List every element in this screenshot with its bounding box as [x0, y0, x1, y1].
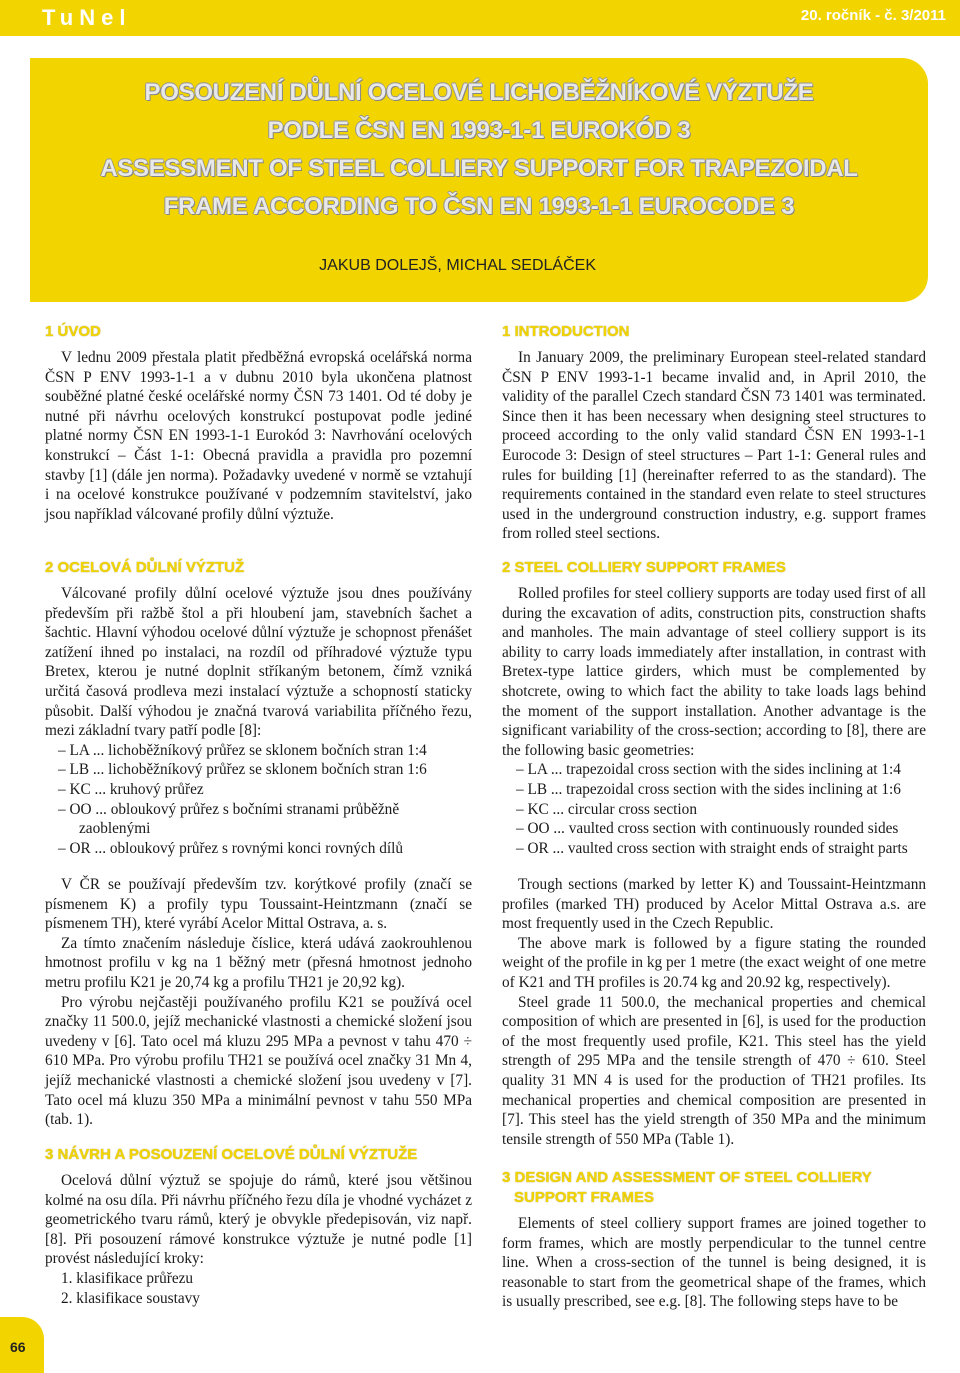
- section-heading: 3 NÁVRH A POSOUZENÍ OCELOVÉ DŮLNÍ VÝZTUŽE: [45, 1146, 418, 1163]
- paragraph: Steel grade 11 500.0, the mechanical properties and chemical composition of which are presented in [6], is used for the production of the most frequently used profile, K21. This steel has the yield strength of 295 MPa and the tensile strength of 470 ÷ 610. Steel quality 31 MN 4 is used for the production of TH21 profiles. Its mechanical properties and chemical composition are presented in [7]. This steel has the yield strength of 350 MPa and the minimum tensile strength of 550 MPa (Table 1).: [502, 993, 926, 1148]
- section-heading: 2 OCELOVÁ DŮLNÍ VÝZTUŽ: [45, 559, 245, 576]
- list-item: – OO ... vaulted cross section with continuously rounded sides: [516, 820, 899, 838]
- paragraph: Ocelová důlní výztuž se spojuje do rámů, které jsou většinou kolmé na osu díla. Při návrhu příčného řezu díla je vhodné vycházet z geometrického tvaru rámů, který je obvykle předepisován, viz např. [8]. Při posouzení rámové konstrukce výztuže je nutné podle [1] provést následující kroky:: [45, 1172, 472, 1268]
- paragraph: Za tímto značením následuje číslice, která udává zaokrouhlenou hmotnost profilu v kg na 1 běžný metr (přesná hmotnost jednoho metru profilu K21 je 20,74 kg a profilu TH21 je 20,92 kg).: [45, 934, 472, 991]
- authors: JAKUB DOLEJŠ, MICHAL SEDLÁČEK: [319, 257, 596, 274]
- section-heading-cont: SUPPORT FRAMES: [514, 1189, 655, 1206]
- paragraph: Rolled profiles for steel colliery supports are today used first of all during the excavation of adits, construction pits, construction shafts and manholes. The main advantage of steel colliery support is its ability to carry loads immediately after installation, in contrast with Bretex-type lattice girders, which must be complemented by shotcrete, owing to which fact the ability to take loads lags behind the moment of the support installation. Another advantage is the significant variability of the cross-section; according to [8], there are the following basic geometries:: [502, 585, 926, 759]
- list-item: – OR ... obloukový průřez s rovnými konci rovných dílů: [58, 839, 403, 857]
- title-cz-line2: PODLE ČSN EN 1993-1-1 EUROKÓD 3: [267, 117, 691, 144]
- paragraph: In January 2009, the preliminary European steel-related standard ČSN P ENV 1993-1-1 became invalid and, in April 2010, the validity of the parallel Czech standard ČSN 73 1401 was terminated. Since then it has been necessary when designing steel structures to proceed according to the only valid standard ČSN EN 1993-1-1 Eurocode 3: Design of steel structures – Part 1-1: General rules and rules for building [1] (hereinafter referred to as the standard). The requirements contained in the standard even relate to steel structures used in the underground construction industry, e.g. support frames from rolled steel sections.: [502, 349, 926, 543]
- title-cz-line1: POSOUZENÍ DŮLNÍ OCELOVÉ LICHOBĚŽNÍKOVÉ VÝZTUŽE: [144, 79, 814, 106]
- paragraph: Pro výrobu nejčastěji používaného profilu K21 se používá ocel značky 11 500.0, jejíž mechanické vlastnosti a chemické složení jsou uvedeny v [6]. Tato ocel má kluzu 295 MPa a pevnost v tahu 470 ÷ 610 MPa. Pro výrobu profilu TH21 se používá ocel značky 31 Mn 4, jejíž mechanické vlastnosti a chemické složení jsou uvedeny v [7]. Tato ocel má kluzu 350 MPa a minimální pevnost v tahu 550 MPa (tab. 1).: [45, 993, 472, 1129]
- title-en-line2: FRAME ACCORDING TO ČSN EN 1993-1-1 EUROCODE 3: [163, 193, 795, 220]
- list-item: – OR ... vaulted cross section with straight ends of straight parts: [516, 839, 908, 857]
- section-heading: 1 ÚVOD: [45, 323, 101, 340]
- step-item: 1. klasifikace průřezu: [61, 1269, 194, 1287]
- list-item: – LB ... lichoběžníkový průřez se sklonem bočních stran 1:6: [58, 761, 427, 779]
- list-item: – LA ... trapezoidal cross section with the sides inclining at 1:4: [516, 761, 901, 779]
- right-column-profiles: [502, 875, 926, 1149]
- paragraph: Trough sections (marked by letter K) and Toussaint-Heintzmann profiles (marked TH) produced by Acelor Mittal Ostrava a.s. are most frequently used in the Czech Republic.: [502, 876, 926, 933]
- journal-logo: TuNel: [42, 5, 132, 30]
- paragraph: Válcované profily důlní ocelové výztuže jsou dnes používány především při ražbě štol a při hloubení jam, stavebních šachet a šachtic. Hlavní výhodou ocelové důlní výztuže je schopnost přenášet zatížení ihned po instalaci, na rozdíl od příhradové výztuže typu Bretex, kterou je nutné doplnit stříkaným betonem, čímž vzniká určitá časová prodleva mezi instalací výztuže a schopností staticky působit. Další výhodou je značná tvarová variabilita příčného řezu, mezi základní tvary patří podle [8]:: [45, 585, 472, 740]
- list-item: – KC ... circular cross section: [516, 800, 697, 818]
- list-item: – LB ... trapezoidal cross section with the sides inclining at 1:6: [516, 780, 901, 798]
- paragraph: Elements of steel colliery support frames are joined together to form frames, which are mostly perpendicular to the tunnel centre line. When a cross-section of the tunnel is being designed, it is reasonable to start from the geometrical shape of the frames, which is usually prescribed, see e.g. [8]. The following steps have to be: [502, 1215, 926, 1311]
- list-item: – LA ... lichoběžníkový průřez se sklonem bočních stran 1:4: [58, 741, 427, 759]
- right-column-section2: [502, 558, 926, 858]
- section-heading: 2 STEEL COLLIERY SUPPORT FRAMES: [502, 559, 786, 576]
- paragraph: V lednu 2009 přestala platit předběžná evropská ocelářská norma ČSN P ENV 1993-1-1 a v dubnu 2010 byla ukončena platnost souběžné platné české ocelářské normy ČSN 73 1401. Od té doby je nutné při návrhu ocelových konstrukcí postupovat podle jediné platné normy ČSN EN 1993-1-1 Eurokód 3: Navrhování ocelových konstrukcí – Část 1-1: Obecná pravidla a pravidla pro pozemní stavby [1] (dále jen norma). Požadavky uvedené v normě se vztahují i na ocelové konstrukce používané v podzemním stavitelství, jako jsou například válcované profily důlní výztuže.: [45, 349, 472, 523]
- geometry-list-cz: [45, 741, 472, 859]
- geometry-list-en: [502, 760, 926, 858]
- right-column-section3: [502, 1168, 926, 1312]
- left-column-profiles: [45, 875, 472, 1130]
- title-en-line1: ASSESSMENT OF STEEL COLLIERY SUPPORT FOR TRAPEZOIDAL: [100, 155, 858, 182]
- list-item: – OO ... obloukový průřez s bočními stranami průběžně zaoblenými: [58, 800, 400, 838]
- section-heading: 3 DESIGN AND ASSESSMENT OF STEEL COLLIERY: [502, 1169, 872, 1186]
- step-item: 2. klasifikace soustavy: [61, 1289, 200, 1307]
- left-column-section3: [45, 1145, 472, 1308]
- paragraph: The above mark is followed by a figure stating the rounded weight of the profile in kg per 1 metre (the exact weight of one metre of K21 and TH profiles is 20.74 kg and 20.92 kg, respectively).: [502, 934, 926, 991]
- issue-label: 20. ročník - č. 3/2011: [800, 7, 946, 24]
- list-item: – KC ... kruhový průřez: [58, 780, 204, 798]
- title-box: [30, 58, 928, 302]
- right-column: [502, 322, 926, 544]
- left-column-section2: [45, 558, 472, 858]
- section-heading: 1 INTRODUCTION: [502, 323, 630, 340]
- header-bar: [0, 0, 960, 36]
- left-column: [45, 322, 472, 524]
- page-number: 66: [10, 1339, 26, 1355]
- paragraph: V ČR se používají především tzv. korýtkové profily (značí se písmenem K) a profily typu Toussaint-Heintzmann (značí se písmenem TH), které vyrábí Acelor Mittal Ostrava, a. s.: [45, 876, 472, 933]
